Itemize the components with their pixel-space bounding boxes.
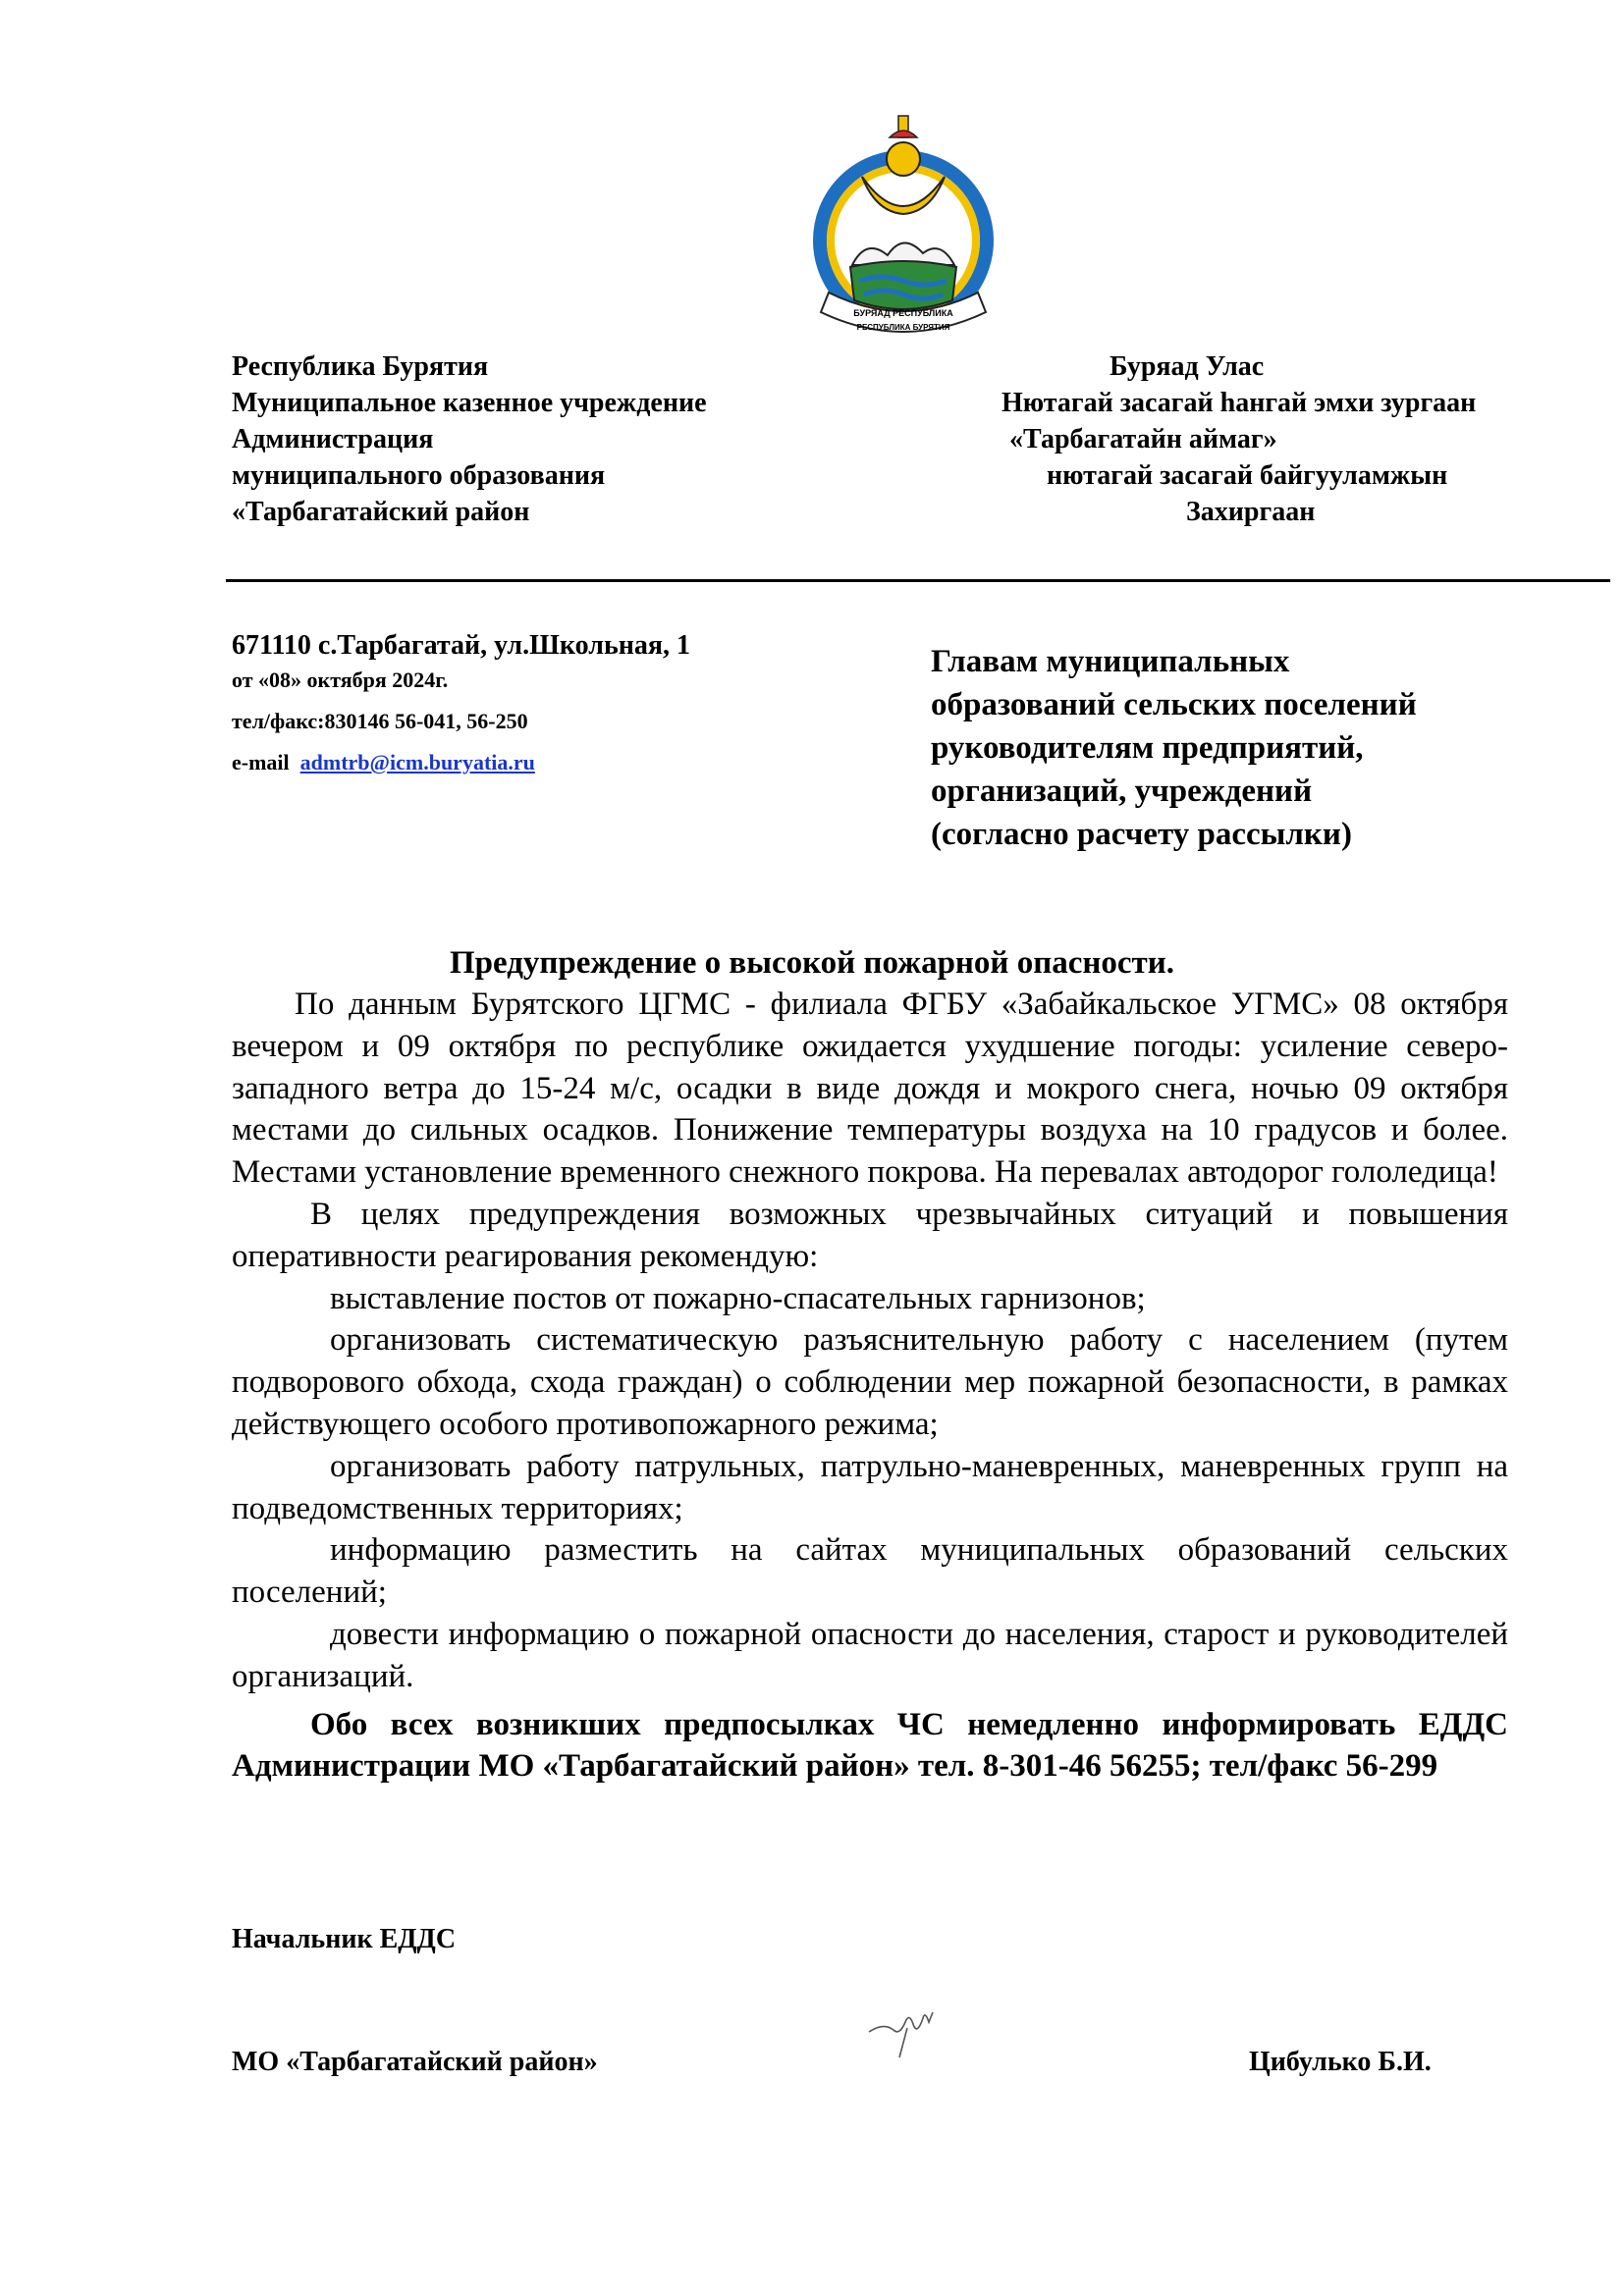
header-divider	[226, 579, 1610, 582]
address-block	[232, 628, 690, 779]
header-right	[1001, 348, 1581, 530]
header-left-line: Республика Бурятия	[232, 351, 489, 382]
header-right-line: Нютагай засагай hангай эмхи зургаан	[1001, 388, 1477, 418]
svg-text:РЕСПУБЛИКА БУРЯТИЯ: РЕСПУБЛИКА БУРЯТИЯ	[856, 323, 950, 332]
handwritten-signature	[864, 1993, 952, 2061]
document-body	[232, 984, 1508, 1788]
signature-icon	[864, 1993, 952, 2061]
recipient-line: организаций, учреждений	[931, 774, 1313, 809]
recipient-line: руководителям предприятий,	[931, 730, 1364, 766]
recipient-line: образований сельских поселений	[931, 687, 1417, 722]
email-line	[232, 746, 690, 779]
address-line: 671110 с.Тарбагатай, ул.Школьная, 1	[232, 630, 691, 661]
header-left-line: Администрация	[232, 424, 434, 454]
email-label: e-mail	[232, 750, 290, 774]
header-right-line: «Тарбагатайн аймаг»	[1009, 424, 1277, 454]
letter-date: от «08» октября 2024г.	[232, 667, 449, 692]
recipient-line: Главам муниципальных	[931, 644, 1290, 679]
header-right-line: Захиргаан	[1186, 497, 1316, 527]
header-left-line: «Тарбагатайский район	[232, 497, 530, 527]
header-left-line: Муниципальное казенное учреждение	[232, 388, 707, 418]
recommendation-item: довести информацию о пожарной опасности до населения, старост и руководителей организаций.	[232, 1616, 1508, 1694]
recommendation-item: организовать работу патрульных, патрульно-маневренных, маневренных групп на подведомственных территориях;	[232, 1448, 1508, 1526]
recipient-line: (согласно расчету рассылки)	[931, 817, 1352, 852]
header-right-line: Буряад Улас	[1110, 351, 1265, 382]
svg-text:БУРЯАД РЕСПУБЛИКА: БУРЯАД РЕСПУБЛИКА	[853, 308, 953, 318]
recommendation-item: организовать систематическую разъяснительную работу с населением (путем подворового обхода, схода граждан) о соблюдении мер пожарной безопасности, в рамках действующего особого противопожарного режима;	[232, 1322, 1508, 1442]
email-link[interactable]: admtrb@icm.buryatia.ru	[299, 750, 535, 774]
coat-of-arms-icon	[805, 108, 1001, 353]
signatory-position: Начальник ЕДДС	[232, 1924, 457, 1954]
recipient-block	[931, 640, 1559, 856]
recommendation-item: выставление постов от пожарно-спасательных гарнизонов;	[330, 1280, 1146, 1316]
header-left	[232, 348, 707, 530]
header-right-line: нютагай засагай байгууламжын	[1047, 460, 1448, 491]
signatory-name: Цибулько Б.И.	[1249, 2047, 1432, 2077]
paragraph: По данным Бурятского ЦГМС - филиала ФГБУ «Забайкальское УГМС» 08 октября вечером и 09 октября по республике ожидается ухудшение погоды: усиление северо- западного ветра до 15-24 м/с, осадки в виде дождя и мокрого снега, ночью 09 октября местами до сильных осадков. Понижение температуры воздуха на 10 градусов и более. Местами установление временного снежного покрова. На перевалах автодорог гололедица!	[232, 987, 1508, 1191]
header-left-line: муниципального образования	[232, 460, 606, 491]
coat-of-arms	[805, 108, 1001, 353]
recommendation-item: информацию разместить на сайтах муниципальных образований сельских поселений;	[232, 1532, 1508, 1611]
phone-line: тел/факс:830146 56-041, 56-250	[232, 709, 528, 733]
paragraph: В целях предупреждения возможных чрезвычайных ситуаций и повышения оперативности реагирования рекомендую:	[232, 1196, 1508, 1274]
signatory-org: МО «Тарбагатайский район»	[232, 2047, 598, 2077]
final-instruction: Обо всех возникших предпосылках ЧС немедленно информировать ЕДДС Администрации МО «Тарбагатайский район» тел. 8-301-46 56255; тел/факс 56-299	[232, 1706, 1508, 1785]
document-title: Предупреждение о высокой пожарной опасности.	[449, 945, 1174, 981]
